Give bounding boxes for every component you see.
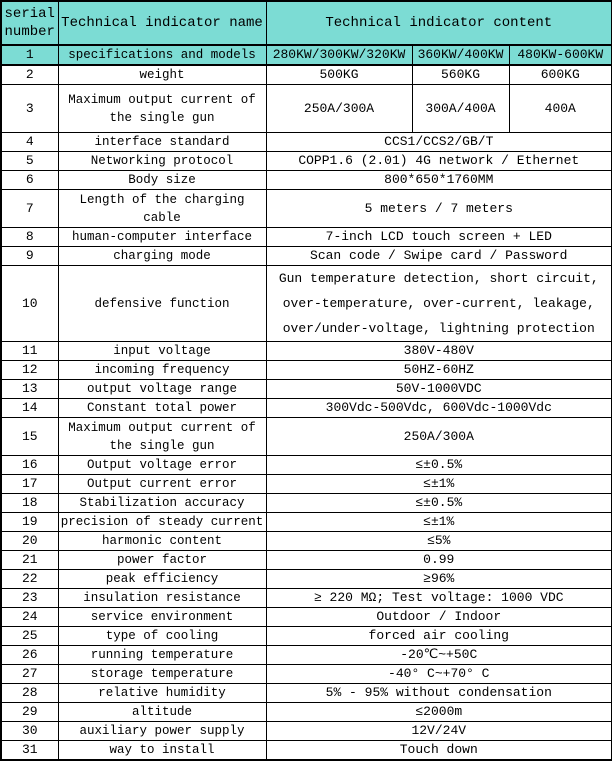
table-row (1, 722, 612, 741)
header-indicator-content: Technical indicator content (266, 1, 612, 45)
table-row (1, 456, 612, 475)
indicator-value-cell: 560KG (412, 65, 509, 85)
header-serial-number: serial number (1, 1, 58, 45)
indicator-name-cell: precision of steady current (58, 513, 266, 532)
indicator-name-cell: Networking protocol (58, 152, 266, 171)
indicator-value-cell: ≥ 220 MΩ; Test voltage: 1000 VDC (266, 589, 612, 608)
indicator-name-cell: Maximum output current of the single gun (58, 85, 266, 133)
table-row (1, 45, 612, 65)
indicator-name-cell: Maximum output current of the single gun (58, 418, 266, 456)
indicator-name-cell: Output current error (58, 475, 266, 494)
indicator-name-cell: Length of the charging cable (58, 190, 266, 228)
table-row (1, 570, 612, 589)
serial-number-cell: 13 (1, 380, 58, 399)
indicator-name-cell: storage temperature (58, 665, 266, 684)
table-row (1, 190, 612, 228)
indicator-name-cell: weight (58, 65, 266, 85)
indicator-name-cell: auxiliary power supply (58, 722, 266, 741)
indicator-value-cell: Touch down (266, 741, 612, 761)
indicator-name-cell: Body size (58, 171, 266, 190)
serial-number-cell: 26 (1, 646, 58, 665)
table-row (1, 589, 612, 608)
serial-number-cell: 22 (1, 570, 58, 589)
indicator-name-cell: power factor (58, 551, 266, 570)
table-row (1, 85, 612, 133)
indicator-name-cell: service environment (58, 608, 266, 627)
serial-number-cell: 1 (1, 45, 58, 65)
serial-number-cell: 19 (1, 513, 58, 532)
serial-number-cell: 5 (1, 152, 58, 171)
indicator-value-cell: 400A (509, 85, 612, 133)
indicator-value-cell: 280KW/300KW/320KW (266, 45, 412, 65)
indicator-value-cell: -40° C~+70° C (266, 665, 612, 684)
table-row (1, 266, 612, 342)
indicator-name-cell: Output voltage error (58, 456, 266, 475)
indicator-name-cell: insulation resistance (58, 589, 266, 608)
table-row (1, 494, 612, 513)
indicator-value-cell: ≥96% (266, 570, 612, 589)
table-row (1, 133, 612, 152)
serial-number-cell: 12 (1, 361, 58, 380)
indicator-value-cell: 380V-480V (266, 342, 612, 361)
serial-number-cell: 20 (1, 532, 58, 551)
serial-number-cell: 17 (1, 475, 58, 494)
table-row (1, 152, 612, 171)
serial-number-cell: 2 (1, 65, 58, 85)
indicator-value-cell: Gun temperature detection, short circuit, over-temperature, over-current, leakage, over/under-voltage, lightning protection (266, 266, 612, 342)
indicator-name-cell: human-computer interface (58, 228, 266, 247)
table-row (1, 684, 612, 703)
indicator-name-cell: way to install (58, 741, 266, 761)
table-row (1, 532, 612, 551)
indicator-value-cell: COPP1.6 (2.01) 4G network / Ethernet (266, 152, 612, 171)
table-row (1, 418, 612, 456)
serial-number-cell: 7 (1, 190, 58, 228)
table-row (1, 380, 612, 399)
indicator-value-cell: 250A/300A (266, 85, 412, 133)
table-row (1, 608, 612, 627)
serial-number-cell: 27 (1, 665, 58, 684)
indicator-value-cell: 360KW/400KW (412, 45, 509, 65)
indicator-value-cell: 0.99 (266, 551, 612, 570)
indicator-value-cell: Scan code / Swipe card / Password (266, 247, 612, 266)
indicator-name-cell: type of cooling (58, 627, 266, 646)
indicator-name-cell: defensive function (58, 266, 266, 342)
table-row (1, 171, 612, 190)
indicator-value-cell: 300A/400A (412, 85, 509, 133)
indicator-name-cell: charging mode (58, 247, 266, 266)
serial-number-cell: 3 (1, 85, 58, 133)
indicator-value-cell: ≤±0.5% (266, 494, 612, 513)
table-row (1, 342, 612, 361)
table-row (1, 247, 612, 266)
indicator-name-cell: relative humidity (58, 684, 266, 703)
table-row (1, 551, 612, 570)
indicator-name-cell: Stabilization accuracy (58, 494, 266, 513)
indicator-value-cell: ≤±1% (266, 475, 612, 494)
serial-number-cell: 14 (1, 399, 58, 418)
indicator-name-cell: incoming frequency (58, 361, 266, 380)
serial-number-cell: 29 (1, 703, 58, 722)
indicator-value-cell: 480KW-600KW (509, 45, 612, 65)
serial-number-cell: 4 (1, 133, 58, 152)
indicator-value-cell: 800*650*1760MM (266, 171, 612, 190)
table-row (1, 228, 612, 247)
serial-number-cell: 28 (1, 684, 58, 703)
indicator-name-cell: interface standard (58, 133, 266, 152)
table-row (1, 513, 612, 532)
serial-number-cell: 24 (1, 608, 58, 627)
serial-number-cell: 25 (1, 627, 58, 646)
serial-number-cell: 8 (1, 228, 58, 247)
indicator-name-cell: output voltage range (58, 380, 266, 399)
indicator-name-cell: harmonic content (58, 532, 266, 551)
table-row (1, 665, 612, 684)
table-row (1, 741, 612, 761)
serial-number-cell: 30 (1, 722, 58, 741)
indicator-value-cell: ≤5% (266, 532, 612, 551)
indicator-name-cell: Constant total power (58, 399, 266, 418)
indicator-name-cell: peak efficiency (58, 570, 266, 589)
indicator-value-cell: 12V/24V (266, 722, 612, 741)
serial-number-cell: 21 (1, 551, 58, 570)
indicator-name-cell: specifications and models (58, 45, 266, 65)
serial-number-cell: 9 (1, 247, 58, 266)
table-header (1, 1, 612, 45)
indicator-value-cell: 250A/300A (266, 418, 612, 456)
indicator-value-cell: forced air cooling (266, 627, 612, 646)
serial-number-cell: 31 (1, 741, 58, 761)
indicator-value-cell: -20℃~+50C (266, 646, 612, 665)
table-row (1, 399, 612, 418)
table-row (1, 361, 612, 380)
header-indicator-name: Technical indicator name (58, 1, 266, 45)
serial-number-cell: 10 (1, 266, 58, 342)
indicator-value-cell: ≤2000m (266, 703, 612, 722)
indicator-value-cell: 5% - 95% without condensation (266, 684, 612, 703)
serial-number-cell: 15 (1, 418, 58, 456)
serial-number-cell: 11 (1, 342, 58, 361)
indicator-value-cell: 50HZ-60HZ (266, 361, 612, 380)
indicator-name-cell: input voltage (58, 342, 266, 361)
indicator-value-cell: 300Vdc-500Vdc, 600Vdc-1000Vdc (266, 399, 612, 418)
serial-number-cell: 6 (1, 171, 58, 190)
indicator-value-cell: ≤±1% (266, 513, 612, 532)
table-body (1, 45, 612, 760)
indicator-value-cell: 7-inch LCD touch screen + LED (266, 228, 612, 247)
indicator-value-cell: 600KG (509, 65, 612, 85)
indicator-name-cell: altitude (58, 703, 266, 722)
table-row (1, 65, 612, 85)
table-row (1, 646, 612, 665)
serial-number-cell: 18 (1, 494, 58, 513)
indicator-value-cell: Outdoor / Indoor (266, 608, 612, 627)
indicator-value-cell: 5 meters / 7 meters (266, 190, 612, 228)
indicator-name-cell: running temperature (58, 646, 266, 665)
table-row (1, 475, 612, 494)
serial-number-cell: 23 (1, 589, 58, 608)
serial-number-cell: 16 (1, 456, 58, 475)
table-row (1, 703, 612, 722)
indicator-value-cell: CCS1/CCS2/GB/T (266, 133, 612, 152)
table-row (1, 627, 612, 646)
indicator-value-cell: 50V-1000VDC (266, 380, 612, 399)
indicator-value-cell: ≤±0.5% (266, 456, 612, 475)
header-row (1, 1, 612, 45)
indicator-value-cell: 500KG (266, 65, 412, 85)
